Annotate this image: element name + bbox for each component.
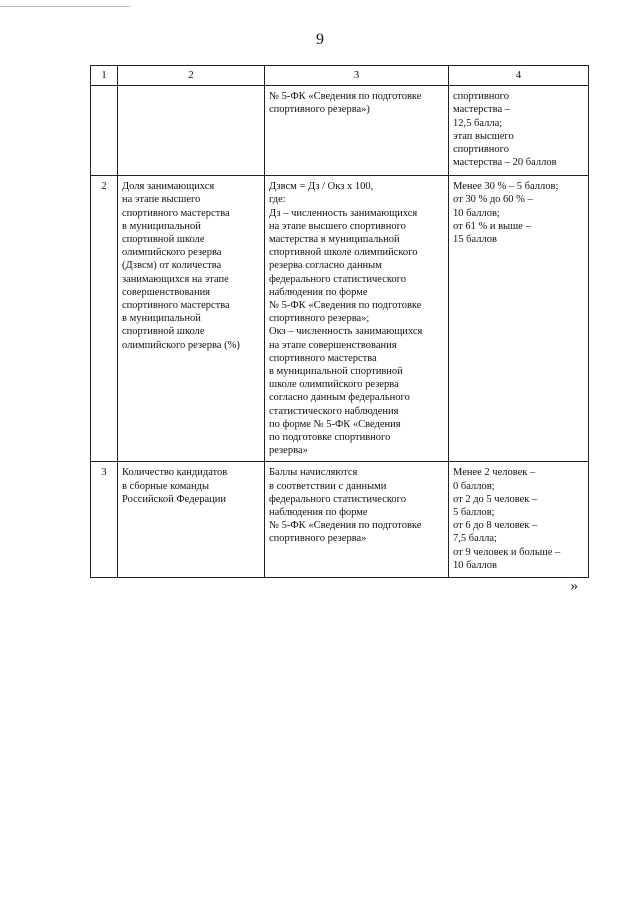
row-number	[91, 86, 118, 176]
table-row	[91, 86, 589, 176]
row-number: 2	[91, 176, 118, 462]
scoring-cell: спортивного мастерства – 12,5 балла; этап высшего спортивного мастерства – 20 баллов	[449, 86, 589, 176]
method-cell: Баллы начисляются в соответствии с данными федерального статистического наблюдения по форме № 5-ФК «Сведения по подготовке спортивного резерва»	[265, 462, 449, 578]
scan-edge-line	[0, 6, 130, 7]
method-cell: Дзвсм = Дз / Окз х 100, где: Дз – численность занимающихся на этапе высшего спортивного мастерства в муниципальной спортивной школе олимпийского резерва согласно данным федерального статистического наблюдения по форме № 5-ФК «Сведения по подготовке спортивного резерва»; Окз – численность занимающихся на этапе совершенствования спортивного мастерства в муниципальной спортивной школе олимпийского резерва согласно данным федерального статистического наблюдения по форме № 5-ФК «Сведения по подготовке спортивного резерва»	[265, 176, 449, 462]
scoring-cell: Менее 2 человек – 0 баллов; от 2 до 5 человек – 5 баллов; от 6 до 8 человек – 7,5 балла; от 9 человек и больше – 10 баллов	[449, 462, 589, 578]
indicator-cell: Доля занимающихся на этапе высшего спортивного мастерства в муниципальной спортивной школе олимпийского резерва (Дзвсм) от количества занимающихся на этапе совершенствования спортивного мастерства в муниципальной спортивной школе олимпийского резерва (%)	[118, 176, 265, 462]
column-header: 4	[449, 66, 589, 86]
method-cell: № 5-ФК «Сведения по подготовке спортивного резерва»)	[265, 86, 449, 176]
scoring-cell: Менее 30 % – 5 баллов; от 30 % до 60 % – 10 баллов; от 61 % и выше – 15 баллов	[449, 176, 589, 462]
indicator-cell: Количество кандидатов в сборные команды Российской Федерации	[118, 462, 265, 578]
column-header: 1	[91, 66, 118, 86]
closing-quote: »	[570, 578, 578, 594]
column-header: 3	[265, 66, 449, 86]
row-number: 3	[91, 462, 118, 578]
table-header-row	[91, 66, 589, 86]
indicator-cell	[118, 86, 265, 176]
table-row	[91, 176, 589, 462]
criteria-table	[90, 65, 589, 578]
page-number: 9	[316, 31, 324, 48]
table-row	[91, 462, 589, 578]
column-header: 2	[118, 66, 265, 86]
